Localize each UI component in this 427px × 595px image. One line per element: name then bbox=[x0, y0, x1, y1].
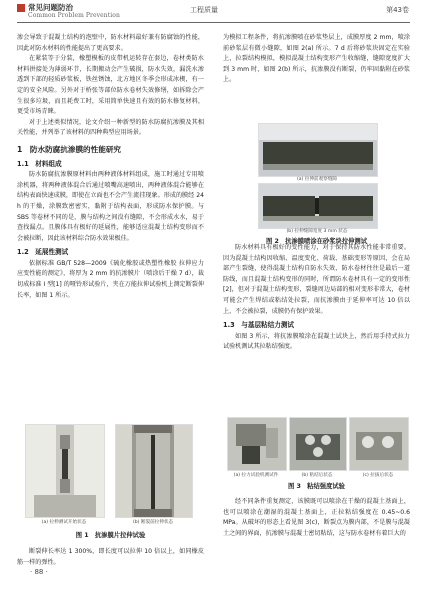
paragraph: 防水防腐抗渗膜原材料由两种液体材料组成，施工时通过专用喷涂机器，将两种液体混合后通过喷嘴高速喷出，两种液体混合能够在结构表面快速成膜，即使在立面也不会产生流挂现象。形成的膜经 24 h 的干燥，涂膜致密密实，黏附于结构表面，形成防水保护膜。与 SBS 等卷材不同的是，膜与结构之间没有缝隙，不会形成水水，易于查找漏点。且膜体具有极好的延展性，能够适应混凝土结构变形而不会被拉断，因此该材料综合防水效果极佳。 bbox=[17, 171, 204, 242]
figure-3b-label: (b) 粘结后状态 bbox=[301, 473, 333, 478]
page-number: · 88 · bbox=[30, 568, 48, 576]
figure-3b-photo bbox=[289, 417, 347, 471]
paragraph: 防水材料具有极好的变性能力，对于保持其防水性能非常重要。因为混凝土结构因收缩、温度变化、荷载、基础变形等原因，会在局部产生裂缝，使得混凝土结构自防水失效，防水卷材往往是最后一道防线，而且混凝土结构变形的同时，所谓防水卷材具有一定的变形性[2]，但对于混凝土结构变形，裂缝周边局部的相对变形非常大，卷材可能会产生焊结或粘结处拉裂，而抗渗膜由于延伸率可达 10 倍以上，不会被拉裂，成膜仍有保护效果。 bbox=[223, 244, 410, 315]
figure-2 bbox=[223, 123, 410, 245]
paragraph: 经不同条件重复测定，该膜既可以喷涂在干燥的混凝土基面上，也可以喷涂在潮湿的混凝土基面上，正拉粘结强度在 0.45~0.6 MPa。从破坏的形态上看见图 3(c)，断裂点为膜内部，不是膜与混凝土之间的界面，抗渗膜与混凝土密切粘结，这与防水卷材有着巨大的 bbox=[223, 498, 410, 537]
journal-title-en: Common Problem Prevention bbox=[28, 12, 120, 19]
figure-2-caption: 图 2 抗渗膜喷涂在砂浆块拉伸测试 bbox=[265, 238, 368, 245]
section-name: 工程质量 bbox=[190, 6, 218, 14]
figure-2b-photo bbox=[258, 183, 378, 229]
journal-logo-icon bbox=[17, 4, 25, 12]
figure-1a-label: (a) 拉伸测试开始状态 bbox=[41, 520, 87, 525]
paragraph: 为模拟工程条件，将抗渗膜喷在砂浆垫层上，成膜厚度 2 mm，喷涂前砂浆层有微小缝隙，如图 2(a) 所示。7 d 后将砂浆块固定在实验上，拉裂结构模拟，模拟混凝土结构变形产生收缩缝，缝隙宽度扩大到 3 mm 时，如图 2(b) 所示，抗渗膜没有断裂，仍牢固黏附在砂浆上。 bbox=[223, 34, 410, 84]
subsection-heading: 1.1 材料组成 bbox=[17, 159, 62, 168]
figure-3a-photo bbox=[227, 417, 287, 471]
figure-3 bbox=[223, 417, 410, 493]
page-header bbox=[0, 0, 427, 26]
figure-1 bbox=[17, 424, 204, 542]
subsection-heading: 1.3 与基层粘结力测试 bbox=[223, 321, 295, 330]
figure-1b-label: (b) 断裂前拉伸状态 bbox=[132, 520, 174, 525]
paragraph: 如图 3 所示，将抗渗膜喷涂在混凝土试块上，然后用手持式拉力试验机测试其拉粘结强度。 bbox=[223, 332, 410, 351]
figure-3c-label: (c) 拉拔后状态 bbox=[362, 473, 394, 478]
figure-2a-photo bbox=[258, 123, 378, 177]
subsection-heading: 1.2 延展性测试 bbox=[17, 248, 69, 257]
figure-1b-photo bbox=[115, 424, 193, 518]
left-column-tail bbox=[17, 547, 204, 568]
figure-3a-label: (a) 拉力试验机测试件 bbox=[233, 473, 279, 478]
section-heading: 1 防水防腐抗渗膜的性能研究 bbox=[17, 144, 122, 154]
figure-3-caption: 图 3 粘结强度试验 bbox=[288, 483, 345, 490]
figure-2b-label: (b) 拉伸缝隙宽度 3 mm 状态 bbox=[286, 229, 348, 234]
figure-1a-photo bbox=[25, 424, 105, 518]
paragraph: 渗会导致于混凝土结构的泡壁中，防水材料最好兼有防腐蚀的性能，因此对防水材料的性能提出了更高要求。 bbox=[17, 34, 204, 52]
journal-title: 常见问题防治 bbox=[28, 3, 73, 12]
paragraph: 断裂伸长率达 1 300%，即长度可以拉伸 10 倍以上，如同橡皮筋一样的弹性。 bbox=[17, 548, 204, 566]
right-column bbox=[223, 33, 410, 86]
paragraph: 在紧装等于分装，橡塑模板的皮带机运转存在套边，卷材类防水材料拼接处为薄弱环节，长期搬动会产生破损，防水失效，漏洗水渗透到下部的轻质砂浆板，铁丝锈蚀，北方地区冬季会形成冰楔，有一定的安全风险。另外对于桥张等部位防水卷材失效修缮，如拆除会产生很多垃圾，而且耗费工时，采用简单快速且有效的防水修复材料，更受市场青睐。 bbox=[17, 55, 204, 116]
right-column-middle bbox=[223, 243, 410, 353]
header-divider bbox=[17, 22, 410, 23]
volume-label: 第43卷 bbox=[386, 6, 409, 14]
figure-2a-label: (a) 拉伸前观察缝隙 bbox=[296, 177, 338, 182]
left-column bbox=[17, 33, 204, 301]
right-column-tail bbox=[223, 497, 410, 539]
figure-3c-photo bbox=[349, 417, 409, 471]
paragraph: 依据标准 GB/T 528—2009《硫化橡胶或热塑性橡胶 拉伸应力应变性能的测定》，将厚为 2 mm 的抗渗膜片（喷涂后干燥 7 d），裁切成标准 I 型[1] 的哑铃形试验片，夹在万能拉伸试验机上测定断裂伸长率，如图 1 所示。 bbox=[17, 259, 204, 299]
figure-1-caption: 图 1 抗渗膜片拉伸试验 bbox=[75, 532, 146, 539]
paragraph: 对于上述类似情况，论文介绍一种新型的防水防腐抗渗膜及其相关性能，并列举了该材料的四种典型应用场景。 bbox=[17, 118, 204, 137]
